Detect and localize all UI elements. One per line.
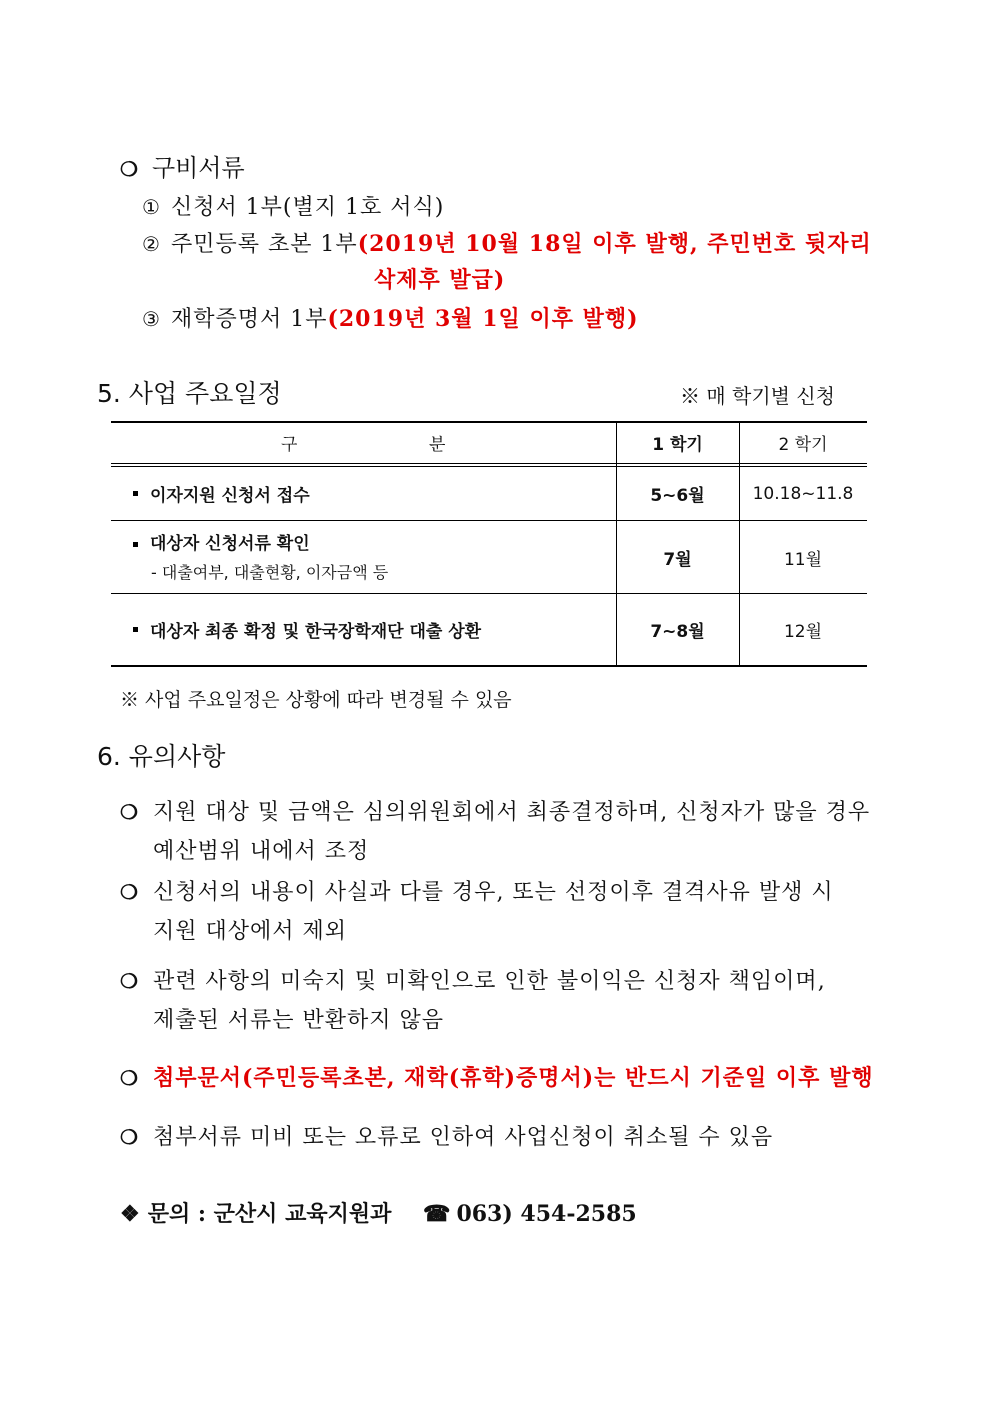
table-header-sem1: 1 학기 xyxy=(652,434,703,455)
table-header-category xyxy=(111,421,616,463)
note-text: 신청서의 내용이 사실과 다를 경우, 또는 선정이후 결격사유 발생 시 xyxy=(152,880,834,905)
table-row-label xyxy=(111,467,616,520)
documents-title: 구비서류 xyxy=(151,154,245,182)
note-text-red: 첨부문서(주민등록초본, 재학(휴학)증명서)는 반드시 기준일 이후 발행 xyxy=(152,1065,874,1091)
note-text: 지원 대상 및 금액은 심의위원회에서 최종결정하며, 신청자가 많을 경우 xyxy=(152,800,871,825)
row-label-text: 이자지원 신청서 접수 xyxy=(150,486,310,506)
bullet-circle-icon: ❍ xyxy=(120,1125,139,1149)
phone-icon: ☎ xyxy=(423,1201,451,1227)
bullet-circle-icon: ❍ xyxy=(120,800,139,824)
note-text: 관련 사항의 미숙지 및 미확인으로 인한 불이익은 신청자 책임이며, xyxy=(152,969,826,994)
document-item-2-continued: 삭제후 발급) xyxy=(374,267,506,293)
schedule-heading: 5. 사업 주요일정 xyxy=(97,379,282,408)
contact-label: 문의 : 군산시 교육지원과 xyxy=(147,1201,392,1227)
table-cell-sem2: 12월 xyxy=(783,622,823,642)
circled-number: ③ xyxy=(142,307,161,331)
table-cell-sem1: 7월 xyxy=(663,549,692,570)
document-item-red-text: (2019년 10월 18일 이후 발행, 주민번호 뒷자리 xyxy=(357,231,872,257)
square-bullet-icon xyxy=(133,491,138,496)
table-header-sem2: 2 학기 xyxy=(778,434,828,455)
header-gu: 구 xyxy=(281,434,298,455)
note-item-2 xyxy=(120,875,834,906)
bullet-circle-icon: ❍ xyxy=(120,969,139,993)
note-item-2-line2: 지원 대상에서 제외 xyxy=(153,919,348,944)
table-row-label xyxy=(111,529,616,583)
table-cell-sem1: 7~8월 xyxy=(650,622,705,642)
circled-number: ② xyxy=(142,232,161,256)
document-item-1 xyxy=(142,190,444,221)
header-bun: 분 xyxy=(429,434,446,455)
square-bullet-icon xyxy=(133,542,138,547)
bullet-circle-icon: ❍ xyxy=(120,1066,139,1090)
note-item-3 xyxy=(120,964,826,995)
circled-number: ① xyxy=(142,195,161,219)
document-item-text: 주민등록 초본 1부 xyxy=(170,232,358,257)
note-text: 첨부서류 미비 또는 오류로 인하여 사업신청이 취소될 수 있음 xyxy=(152,1125,774,1150)
schedule-footnote: ※ 사업 주요일정은 상황에 따라 변경될 수 있음 xyxy=(120,689,512,711)
bullet-circle-icon: ❍ xyxy=(120,880,139,904)
document-item-red-text: (2019년 3월 1일 이후 발행) xyxy=(327,306,639,332)
note-item-3-line2: 제출된 서류는 반환하지 않음 xyxy=(153,1008,445,1033)
notes-heading: 6. 유의사항 xyxy=(97,742,226,771)
schedule-table xyxy=(111,421,867,667)
schedule-note: ※ 매 학기별 신청 xyxy=(680,384,835,408)
bullet-circle-icon: ❍ xyxy=(120,157,138,181)
row-label-text: 대상자 신청서류 확인 xyxy=(150,534,310,554)
document-item-3 xyxy=(142,302,639,333)
row-sub-text: - 대출여부, 대출현황, 이자금액 등 xyxy=(151,563,389,582)
contact-line xyxy=(120,1197,637,1228)
note-item-1 xyxy=(120,795,870,826)
contact-phone: 063) 454-2585 xyxy=(456,1201,637,1227)
square-bullet-icon xyxy=(133,627,138,632)
diamond-bullet-icon: ❖ xyxy=(120,1201,140,1227)
table-cell-sem1: 5~6월 xyxy=(650,486,705,506)
note-item-5 xyxy=(120,1120,773,1151)
table-cell-sem2: 10.18~11.8 xyxy=(752,483,854,504)
document-item-text: 재학증명서 1부 xyxy=(170,307,328,332)
note-item-1-line2: 예산범위 내에서 조정 xyxy=(153,839,370,864)
table-row-label xyxy=(111,594,616,665)
table-cell-sem2: 11월 xyxy=(783,549,823,570)
row-label-text: 대상자 최종 확정 및 한국장학재단 대출 상환 xyxy=(150,622,482,642)
note-item-4 xyxy=(120,1061,874,1092)
document-item-2 xyxy=(142,227,872,258)
document-item-text: 신청서 1부(별지 1호 서식) xyxy=(170,195,445,220)
documents-title-line xyxy=(120,148,245,183)
